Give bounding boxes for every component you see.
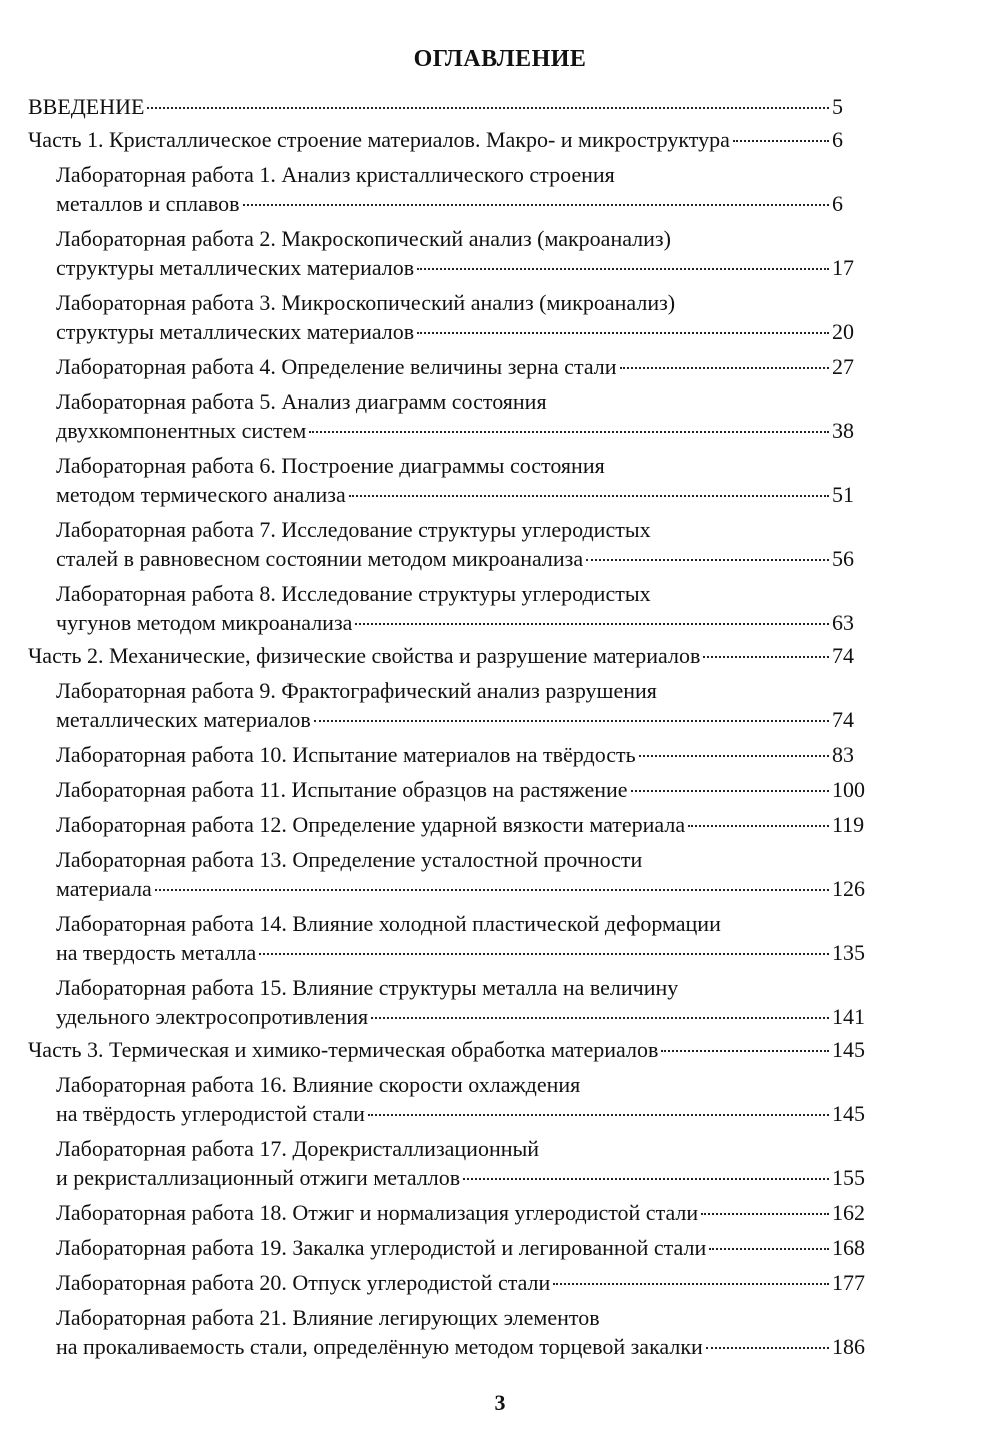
toc-entry-title: структуры металлических материалов [56, 255, 415, 280]
toc-entry-lab [0, 740, 1000, 769]
toc-entry-title: Лабораторная работа 12. Определение ударной вязкости материала [56, 812, 686, 837]
dot-leader [661, 1050, 829, 1052]
toc-entry-title: двухкомпонентных систем [56, 418, 307, 443]
toc-entry-leader-line [56, 938, 916, 967]
toc-entry-page: 177 [832, 1270, 865, 1295]
toc-entry-body [56, 1268, 916, 1297]
toc-entry-body [56, 160, 916, 218]
dot-leader [639, 755, 829, 757]
toc-entry-leader-line [56, 740, 916, 769]
toc-entry-page: 155 [832, 1165, 865, 1190]
toc-entry-title-line: Лабораторная работа 17. Дорекристаллизационный [56, 1136, 540, 1161]
dot-leader [259, 953, 829, 955]
toc-entry-body [56, 1198, 916, 1227]
toc-entry-title: удельного электросопротивления [56, 1004, 369, 1029]
table-of-contents [0, 92, 1000, 1361]
toc-entry-page: 38 [832, 418, 854, 443]
toc-entry-lab [0, 973, 1000, 1031]
toc-entry-page: 145 [832, 1101, 865, 1126]
toc-entry-page: 20 [832, 319, 854, 344]
dot-leader [147, 107, 829, 109]
toc-entry-leader-line [56, 1163, 916, 1192]
toc-entry-title-line: Лабораторная работа 21. Влияние легирующих элементов [56, 1305, 600, 1330]
page-number: 3 [494, 1390, 506, 1415]
toc-entry-lab [0, 845, 1000, 903]
toc-entry-lab [0, 352, 1000, 381]
toc-entry-intro [0, 92, 1000, 121]
dot-leader [243, 204, 829, 206]
toc-entry-body [56, 352, 916, 381]
toc-entry-title: чугунов методом микроанализа [56, 610, 353, 635]
toc-entry-body [56, 579, 916, 637]
dot-leader [355, 623, 829, 625]
toc-entry-leader-line [56, 1002, 916, 1031]
toc-entry-title: металлов и сплавов [56, 191, 240, 216]
toc-entry-leader-line [56, 480, 916, 509]
toc-entry-lab [0, 1070, 1000, 1128]
toc-entry-page: 6 [832, 127, 843, 152]
dot-leader [631, 790, 829, 792]
toc-entry-leader-line [56, 810, 916, 839]
dot-leader [701, 1213, 829, 1215]
dot-leader [349, 495, 829, 497]
toc-entry-lab [0, 909, 1000, 967]
toc-entry-lab [0, 1268, 1000, 1297]
toc-entry-page: 56 [832, 546, 854, 571]
toc-entry-title: металлических материалов [56, 707, 311, 732]
dot-leader [417, 332, 829, 334]
toc-entry-body [0, 92, 916, 121]
toc-entry-title: методом термического анализа [56, 482, 346, 507]
dot-leader [155, 889, 829, 891]
toc-entry-body [56, 1303, 916, 1361]
toc-entry-lab [0, 387, 1000, 445]
toc-entry-leader-line [56, 874, 916, 903]
toc-entry-part [0, 641, 1000, 670]
toc-entry-body [56, 1233, 916, 1262]
toc-entry-leader-line [56, 253, 916, 282]
toc-entry-leader-line [56, 1198, 916, 1227]
dot-leader [709, 1248, 829, 1250]
toc-entry-page: 145 [832, 1037, 865, 1062]
toc-entry-title: сталей в равновесном состоянии методом микроанализа [56, 546, 584, 571]
toc-entry-page: 5 [832, 94, 843, 119]
toc-entry-title: Часть 2. Механические, физические свойства и разрушение материалов [28, 643, 701, 668]
toc-entry-title-line: Лабораторная работа 6. Построение диаграммы состояния [56, 453, 605, 478]
toc-entry-body [56, 775, 916, 804]
toc-entry-title: Часть 1. Кристаллическое строение материалов. Макро- и микроструктура [28, 127, 730, 152]
toc-entry-body [0, 641, 916, 670]
toc-entry-title: материала [56, 876, 152, 901]
toc-entry-leader-line [56, 775, 916, 804]
toc-entry-title-line: Лабораторная работа 3. Микроскопический анализ (микроанализ) [56, 290, 676, 315]
dot-leader [371, 1017, 829, 1019]
dot-leader [309, 431, 829, 433]
toc-entry-body [56, 810, 916, 839]
toc-entry-lab [0, 579, 1000, 637]
toc-entry-body [56, 224, 916, 282]
toc-entry-page: 74 [832, 643, 854, 668]
toc-entry-leader-line [56, 705, 916, 734]
toc-entry-leader-line [56, 544, 916, 573]
toc-entry-page: 74 [832, 707, 854, 732]
toc-entry-body [56, 845, 916, 903]
toc-entry-title: Лабораторная работа 18. Отжиг и нормализация углеродистой стали [56, 1200, 699, 1225]
toc-entry-leader-line [0, 125, 916, 154]
toc-entry-lab [0, 1303, 1000, 1361]
toc-entry-title: и рекристаллизационный отжиги металлов [56, 1165, 461, 1190]
toc-entry-lab [0, 1134, 1000, 1192]
toc-entry-leader-line [0, 1035, 916, 1064]
toc-entry-title-line: Лабораторная работа 9. Фрактографический анализ разрушения [56, 678, 657, 703]
toc-entry-page: 83 [832, 742, 854, 767]
toc-entry-leader-line [56, 1332, 916, 1361]
toc-entry-page: 51 [832, 482, 854, 507]
toc-entry-body [56, 387, 916, 445]
toc-entry-title: Лабораторная работа 19. Закалка углеродистой и легированной стали [56, 1235, 707, 1260]
toc-entry-body [56, 451, 916, 509]
toc-entry-body [56, 740, 916, 769]
dot-leader [463, 1178, 829, 1180]
toc-entry-page: 17 [832, 255, 854, 280]
toc-entry-leader-line [56, 317, 916, 346]
toc-entry-leader-line [0, 92, 916, 121]
toc-entry-title: Лабораторная работа 10. Испытание материалов на твёрдость [56, 742, 636, 767]
toc-entry-body [56, 973, 916, 1031]
toc-entry-lab [0, 676, 1000, 734]
toc-entry-title: Часть 3. Термическая и химико-термическая обработка материалов [28, 1037, 659, 1062]
toc-entry-lab [0, 288, 1000, 346]
toc-entry-leader-line [56, 189, 916, 218]
dot-leader [553, 1283, 829, 1285]
toc-entry-title: на твердость металла [56, 940, 257, 965]
toc-entry-leader-line [56, 1233, 916, 1262]
toc-entry-lab [0, 160, 1000, 218]
dot-leader [368, 1114, 829, 1116]
toc-entry-title-line: Лабораторная работа 14. Влияние холодной пластической деформации [56, 911, 721, 936]
dot-leader [620, 367, 829, 369]
toc-entry-body [56, 288, 916, 346]
toc-entry-page: 162 [832, 1200, 865, 1225]
toc-entry-page: 100 [832, 777, 865, 802]
toc-entry-title: ВВЕДЕНИЕ [28, 94, 145, 119]
toc-entry-page: 6 [832, 191, 843, 216]
toc-entry-title-line: Лабораторная работа 2. Макроскопический анализ (макроанализ) [56, 226, 671, 251]
dot-leader [733, 140, 829, 142]
toc-entry-page: 119 [832, 812, 865, 837]
toc-entry-page: 27 [832, 354, 854, 379]
toc-entry-title-line: Лабораторная работа 1. Анализ кристаллического строения [56, 162, 615, 187]
toc-entry-title: Лабораторная работа 11. Испытание образцов на растяжение [56, 777, 628, 802]
dot-leader [586, 559, 829, 561]
toc-entry-title-line: Лабораторная работа 13. Определение усталостной прочности [56, 847, 643, 872]
toc-entry-body [0, 125, 916, 154]
toc-entry-leader-line [56, 352, 916, 381]
toc-entry-page: 63 [832, 610, 854, 635]
toc-entry-body [56, 1070, 916, 1128]
toc-entry-title-line: Лабораторная работа 5. Анализ диаграмм состояния [56, 389, 547, 414]
toc-entry-page: 126 [832, 876, 865, 901]
dot-leader [314, 720, 829, 722]
toc-entry-title: на твёрдость углеродистой стали [56, 1101, 365, 1126]
toc-entry-lab [0, 1198, 1000, 1227]
toc-entry-title: Лабораторная работа 20. Отпуск углеродистой стали [56, 1270, 551, 1295]
toc-entry-lab [0, 775, 1000, 804]
toc-entry-body [56, 676, 916, 734]
toc-entry-leader-line [56, 608, 916, 637]
toc-entry-title: структуры металлических материалов [56, 319, 415, 344]
toc-entry-title: Лабораторная работа 4. Определение величины зерна стали [56, 354, 617, 379]
toc-entry-body [56, 1134, 916, 1192]
toc-entry-page: 186 [832, 1334, 865, 1359]
dot-leader [688, 825, 829, 827]
toc-entry-leader-line [0, 641, 916, 670]
toc-entry-leader-line [56, 1099, 916, 1128]
toc-entry-page: 141 [832, 1004, 865, 1029]
toc-entry-title: на прокаливаемость стали, определённую методом торцевой закалки [56, 1334, 703, 1359]
toc-entry-lab [0, 451, 1000, 509]
dot-leader [417, 268, 829, 270]
toc-entry-lab [0, 1233, 1000, 1262]
toc-entry-part [0, 125, 1000, 154]
page-title: ОГЛАВЛЕНИЕ [413, 46, 587, 72]
toc-entry-page: 168 [832, 1235, 865, 1260]
toc-entry-lab [0, 224, 1000, 282]
toc-entry-part [0, 1035, 1000, 1064]
toc-entry-body [56, 909, 916, 967]
toc-entry-lab [0, 810, 1000, 839]
toc-entry-title-line: Лабораторная работа 8. Исследование структуры углеродистых [56, 581, 651, 606]
dot-leader [703, 656, 829, 658]
toc-entry-body [56, 515, 916, 573]
toc-entry-leader-line [56, 1268, 916, 1297]
dot-leader [706, 1347, 829, 1349]
toc-entry-leader-line [56, 416, 916, 445]
toc-entry-title-line: Лабораторная работа 7. Исследование структуры углеродистых [56, 517, 651, 542]
toc-entry-body [0, 1035, 916, 1064]
toc-entry-page: 135 [832, 940, 865, 965]
toc-entry-lab [0, 515, 1000, 573]
toc-entry-title-line: Лабораторная работа 15. Влияние структуры металла на величину [56, 975, 679, 1000]
toc-entry-title-line: Лабораторная работа 16. Влияние скорости охлаждения [56, 1072, 581, 1097]
